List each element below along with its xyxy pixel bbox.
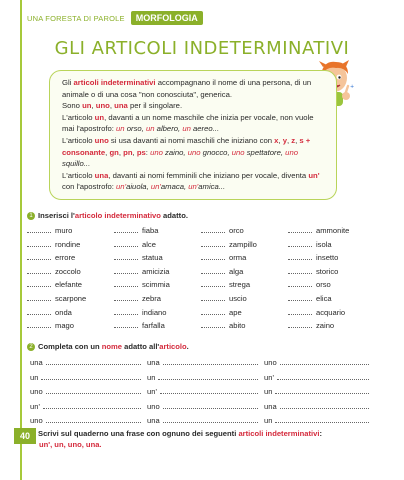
noun-word: zebra [142,293,161,303]
article-word: uno [147,401,160,411]
rule-paragraph-1: Gli articoli indeterminativi accompagnano il nome di una persona, di un animale o di una cosa "non conosciuta", generica. [62,78,312,99]
article-blank[interactable] [114,293,138,301]
noun-word: insetto [316,253,339,263]
exercise-1-instruction: 1 Inserisci l'articolo indeterminativo adatto. [27,211,188,220]
fill-in-item [114,320,201,330]
article-item [147,415,264,425]
article-item [30,415,147,425]
noun-word: mago [55,321,74,331]
rule-paragraph-5: L'articolo una, davanti ai nomi femminili che iniziano per vocale, diventa un' con l'apostrofo: un'aiuola, un'amaca, un'amica... [62,170,320,192]
left-margin [0,0,22,480]
fill-in-item [201,266,288,276]
fill-in-item [114,225,201,235]
svg-text:+: + [350,84,354,90]
article-blank[interactable] [27,307,51,315]
noun-word: orso [316,280,331,290]
article-item [147,386,264,396]
article-blank[interactable] [201,307,225,315]
noun-blank[interactable] [163,401,258,409]
noun-word: uscio [229,293,247,303]
article-word: un' [147,387,157,397]
article-blank[interactable] [114,307,138,315]
fill-in-item [201,252,288,262]
fill-in-item [201,239,288,249]
fill-in-item [201,225,288,235]
noun-word: acquario [316,307,346,317]
article-blank[interactable] [114,225,138,233]
article-item [264,357,375,367]
article-blank[interactable] [27,279,51,287]
noun-word: elefante [55,280,83,290]
article-blank[interactable] [288,266,312,274]
article-blank[interactable] [114,320,138,328]
page-title: GLI ARTICOLI INDETERMINATIVI [54,38,350,59]
article-blank[interactable] [288,239,312,247]
noun-word: elica [316,293,332,303]
fill-in-item [27,307,114,317]
exercise-2-instruction: 2 Completa con un nome adatto all'articolo. [27,342,189,351]
article-blank[interactable] [201,320,225,328]
noun-blank[interactable] [43,401,141,409]
article-item [264,372,375,382]
article-word: un' [264,372,274,382]
noun-blank[interactable] [160,386,258,394]
article-blank[interactable] [201,239,225,247]
exercise-number-badge: 1 [27,212,35,220]
noun-word: zaino [316,321,335,331]
rule-paragraph-2: Sono un, uno, una per il singolare. [62,101,183,111]
article-blank[interactable] [288,225,312,233]
page-number: 40 [14,428,36,444]
article-item [147,357,264,367]
fill-in-item [27,266,114,276]
article-word: una [264,401,277,411]
article-blank[interactable] [201,279,225,287]
exercise-2-grid [30,357,375,425]
noun-word: rondine [55,239,81,249]
noun-word: fiaba [142,226,159,235]
article-blank[interactable] [27,293,51,301]
fill-in-item [27,239,114,249]
rule-paragraph-3: L'articolo un, davanti a un nome maschile che inizia per vocale, non vuole mai l'apostrofo: un orso, un albero, un aereo... [62,112,314,134]
noun-word: zoccolo [55,266,81,276]
article-word: un [30,372,39,382]
fill-in-item [114,279,201,289]
section-badge: MORFOLOGIA [131,11,203,25]
noun-word: orma [229,253,247,263]
article-item [264,415,375,425]
article-blank[interactable] [201,266,225,274]
fill-in-item [201,320,288,330]
article-blank[interactable] [114,239,138,247]
noun-blank[interactable] [277,372,369,380]
noun-word: alga [229,266,244,276]
article-word: una [147,416,160,426]
fill-in-item [201,293,288,303]
fill-in-item [114,266,201,276]
noun-blank[interactable] [163,415,258,423]
noun-word: orco [229,226,244,235]
margin-stripe [20,0,22,480]
article-blank[interactable] [27,266,51,274]
article-word: uno [264,358,277,367]
article-word: una [147,358,160,367]
noun-blank[interactable] [163,357,258,365]
noun-word: alce [142,239,156,249]
fill-in-item [27,279,114,289]
article-word: un' [30,401,40,411]
rule-paragraph-4: L'articolo uno si usa davanti ai nomi maschili che iniziano con x, y, z, s + consonante, gn, pn, ps: uno zaino, uno gnocco, uno spettatore, uno squillo... [62,135,311,169]
noun-word: scarpone [55,293,87,303]
noun-word: onda [55,307,72,317]
fill-in-item [114,293,201,303]
article-blank[interactable] [288,293,312,301]
fill-in-item [114,307,201,317]
noun-word: amicizia [142,266,170,276]
noun-word: storico [316,266,339,276]
article-item [30,401,147,411]
noun-word: ape [229,307,242,317]
exercise-number-badge: 2 [27,343,35,351]
article-word: uno [30,416,43,426]
fill-in-item [27,252,114,262]
noun-word: errore [55,253,76,263]
article-item [30,372,147,382]
noun-blank[interactable] [46,415,141,423]
noun-word: statua [142,253,163,263]
article-blank[interactable] [114,279,138,287]
noun-word: indiano [142,307,167,317]
fill-in-item [288,239,375,249]
noun-word: farfalla [142,321,165,331]
fill-in-item [201,279,288,289]
article-blank[interactable] [288,307,312,315]
article-word: un [264,387,273,397]
article-item [264,386,375,396]
noun-blank[interactable] [46,357,141,365]
article-blank[interactable] [27,320,51,328]
fill-in-item [288,293,375,303]
noun-blank[interactable] [280,401,369,409]
article-blank[interactable] [201,225,225,233]
fill-in-item [27,293,114,303]
article-blank[interactable] [288,252,312,260]
noun-word: muro [55,226,73,235]
fill-in-item [288,266,375,276]
noun-blank[interactable] [158,372,258,380]
fill-in-item [27,225,114,235]
fill-in-item [114,252,201,262]
article-blank[interactable] [288,279,312,287]
article-item [264,401,375,411]
fill-in-item [288,279,375,289]
exercise-1-grid [27,225,377,330]
exercise-3-instruction: Scrivi sul quaderno una frase con ognuno dei seguenti articoli indeterminativi: un', un, uno, una. [27,428,347,450]
article-blank[interactable] [27,252,51,260]
article-word: una [30,358,43,367]
fill-in-item [288,225,375,235]
page-header [27,10,203,26]
noun-blank[interactable] [280,357,369,365]
noun-word: ammonite [316,226,350,235]
article-blank[interactable] [288,320,312,328]
noun-word: strega [229,280,251,290]
fill-in-item [288,320,375,330]
fill-in-item [114,239,201,249]
noun-word: abito [229,321,246,331]
noun-blank[interactable] [46,386,141,394]
article-blank[interactable] [27,225,51,233]
article-blank[interactable] [201,293,225,301]
series-name: UNA FORESTA DI PAROLE [27,13,125,23]
article-blank[interactable] [114,252,138,260]
article-blank[interactable] [201,252,225,260]
fill-in-item [201,307,288,317]
rule-box [49,70,337,200]
noun-blank[interactable] [41,372,141,380]
article-word: un [147,372,156,382]
fill-in-item [288,252,375,262]
noun-blank[interactable] [275,386,369,394]
article-word: un [264,416,273,426]
noun-word: zampillo [229,239,257,249]
fill-in-item [288,307,375,317]
article-item [30,386,147,396]
noun-blank[interactable] [275,415,369,423]
fill-in-item [27,320,114,330]
noun-word: scimmia [142,280,170,290]
article-blank[interactable] [114,266,138,274]
noun-word: isola [316,239,332,249]
article-list: un', un, uno, una. [39,440,102,449]
article-blank[interactable] [27,239,51,247]
article-item [30,357,147,367]
article-item [147,401,264,411]
article-item [147,372,264,382]
article-word: uno [30,387,43,397]
